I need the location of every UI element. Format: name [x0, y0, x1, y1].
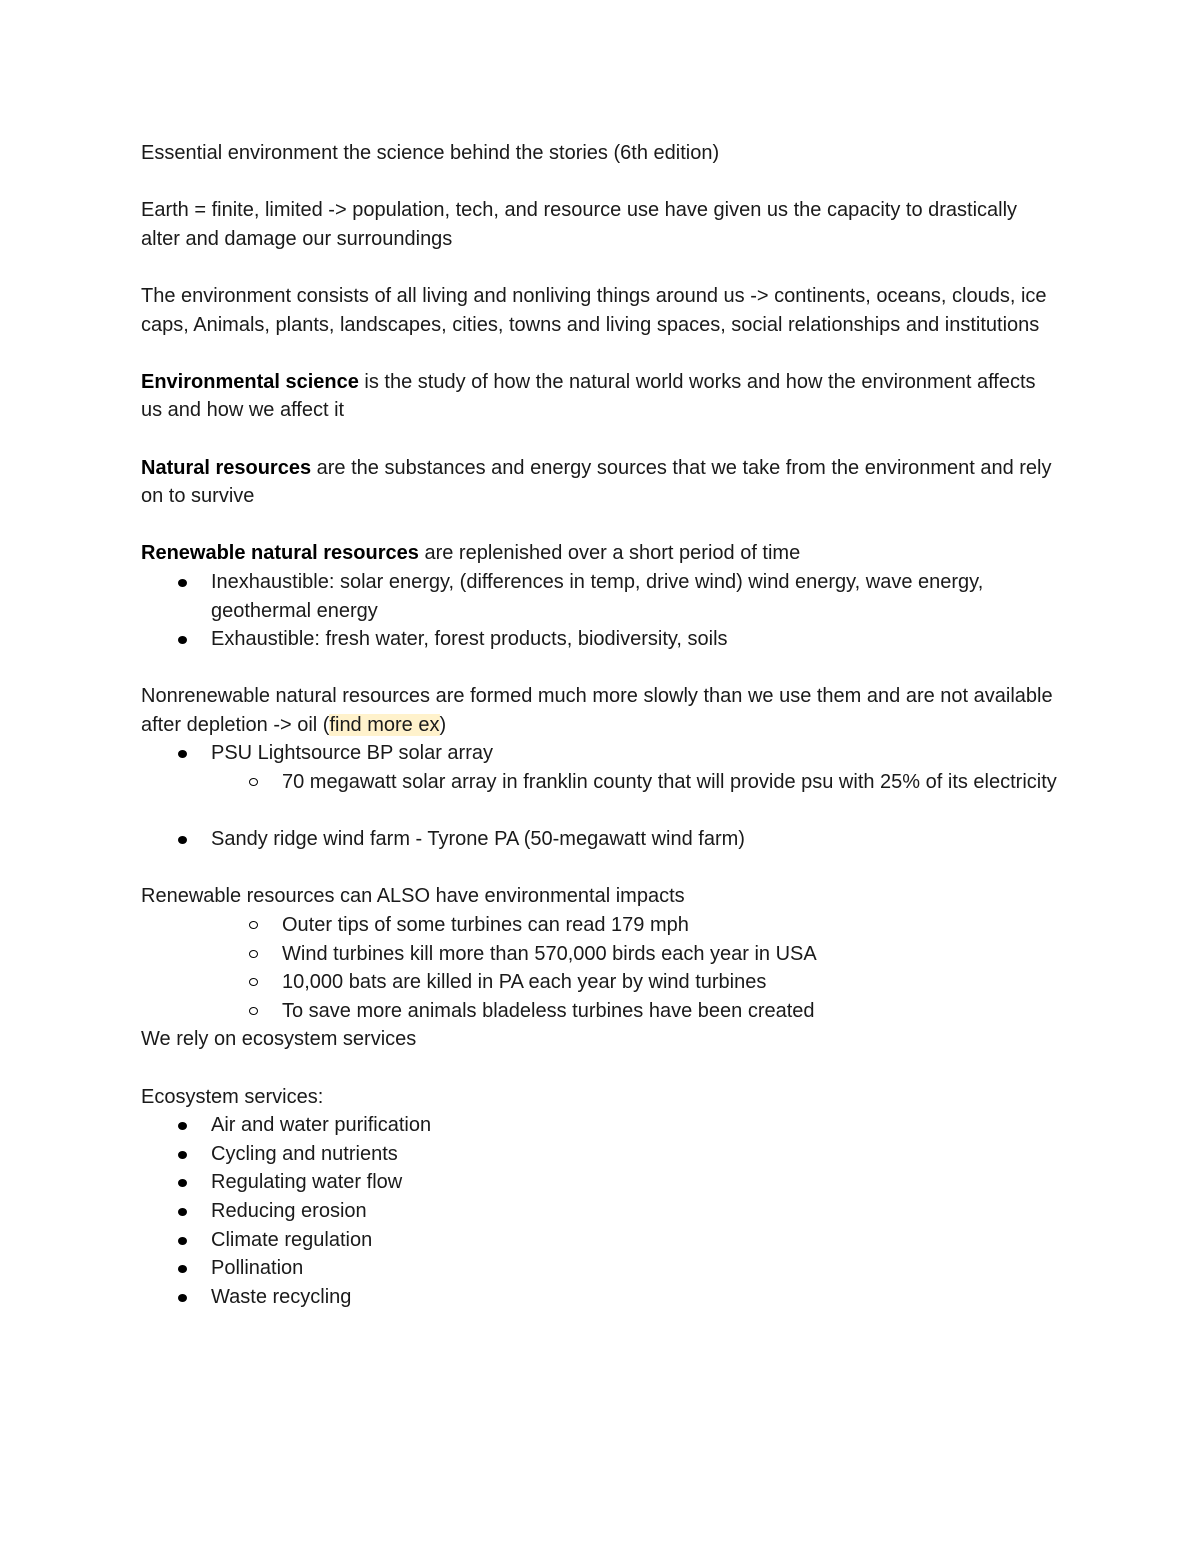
sub-list-item: 10,000 bats are killed in PA each year by wind turbines: [141, 968, 1061, 997]
sub-list-item: 70 megawatt solar array in franklin county that will provide psu with 25% of its electricity: [141, 768, 1061, 797]
renewable-definition: are replenished over a short period of time: [418, 542, 801, 565]
list-item: Cycling and nutrients: [141, 1140, 1061, 1169]
environmental-science-definition: is the study of how the natural world works and how the environment affects us and how we affect it: [141, 370, 1036, 422]
nonrenewable-list: [141, 739, 1061, 796]
document-title: Essential environment the science behind the stories (6th edition): [141, 142, 720, 164]
ecosystem-list: [141, 1111, 1061, 1311]
list-item: Regulating water flow: [141, 1168, 1061, 1197]
impacts-list: [141, 911, 1061, 1025]
list-item: Air and water purification: [141, 1111, 1061, 1140]
rely-paragraph: We rely on ecosystem services: [141, 1028, 417, 1051]
document-body: [141, 139, 1061, 1311]
list-item: Exhaustible: fresh water, forest products, biodiversity, soils: [141, 625, 1061, 654]
renewable-term: Renewable natural resources: [141, 542, 419, 565]
sub-list-item: To save more animals bladeless turbines have been created: [141, 997, 1061, 1026]
list-item: Inexhaustible: solar energy, (differences in temp, drive wind) wind energy, wave energy, geothermal energy: [141, 568, 1061, 625]
earth-paragraph: Earth = finite, limited -> population, tech, and resource use have given us the capacity to drastically alter and damage our surroundings: [141, 199, 1018, 250]
renewable-paragraph: [141, 539, 1061, 568]
list-item: Reducing erosion: [141, 1197, 1061, 1226]
list-item: Waste recycling: [141, 1283, 1061, 1312]
list-item: PSU Lightsource BP solar array: [141, 739, 1061, 768]
nonrenewable-close: ): [439, 713, 447, 736]
ecosystem-heading: Ecosystem services:: [141, 1085, 324, 1108]
nonrenewable-paragraph: [141, 682, 1061, 739]
environmental-science-term: Environmental science: [141, 370, 359, 393]
sub-list-item: Wind turbines kill more than 570,000 birds each year in USA: [141, 940, 1061, 969]
environment-paragraph: The environment consists of all living and nonliving things around us -> continents, oceans, clouds, ice caps, Animals, plants, landscapes, cities, towns and living spaces, social relationships and institutions: [141, 284, 1047, 336]
sub-list-item: Outer tips of some turbines can read 179 mph: [141, 911, 1061, 940]
wind-farm-list: [141, 825, 1061, 854]
impacts-heading: Renewable resources can ALSO have environmental impacts: [141, 885, 685, 908]
nonrenewable-text: Nonrenewable natural resources are formed much more slowly than we use them and are not available after depletion -> oil (: [141, 685, 1053, 736]
natural-resources-term: Natural resources: [141, 456, 312, 479]
list-item: Sandy ridge wind farm - Tyrone PA (50-megawatt wind farm): [141, 825, 1061, 854]
highlighted-note: find more ex: [329, 713, 440, 736]
list-item: Pollination: [141, 1254, 1061, 1283]
list-item: Climate regulation: [141, 1226, 1061, 1255]
environmental-science-paragraph: [141, 368, 1061, 425]
natural-resources-paragraph: [141, 454, 1061, 511]
renewable-list: [141, 568, 1061, 654]
natural-resources-definition: are the substances and energy sources that we take from the environment and rely on to survive: [141, 456, 1052, 508]
